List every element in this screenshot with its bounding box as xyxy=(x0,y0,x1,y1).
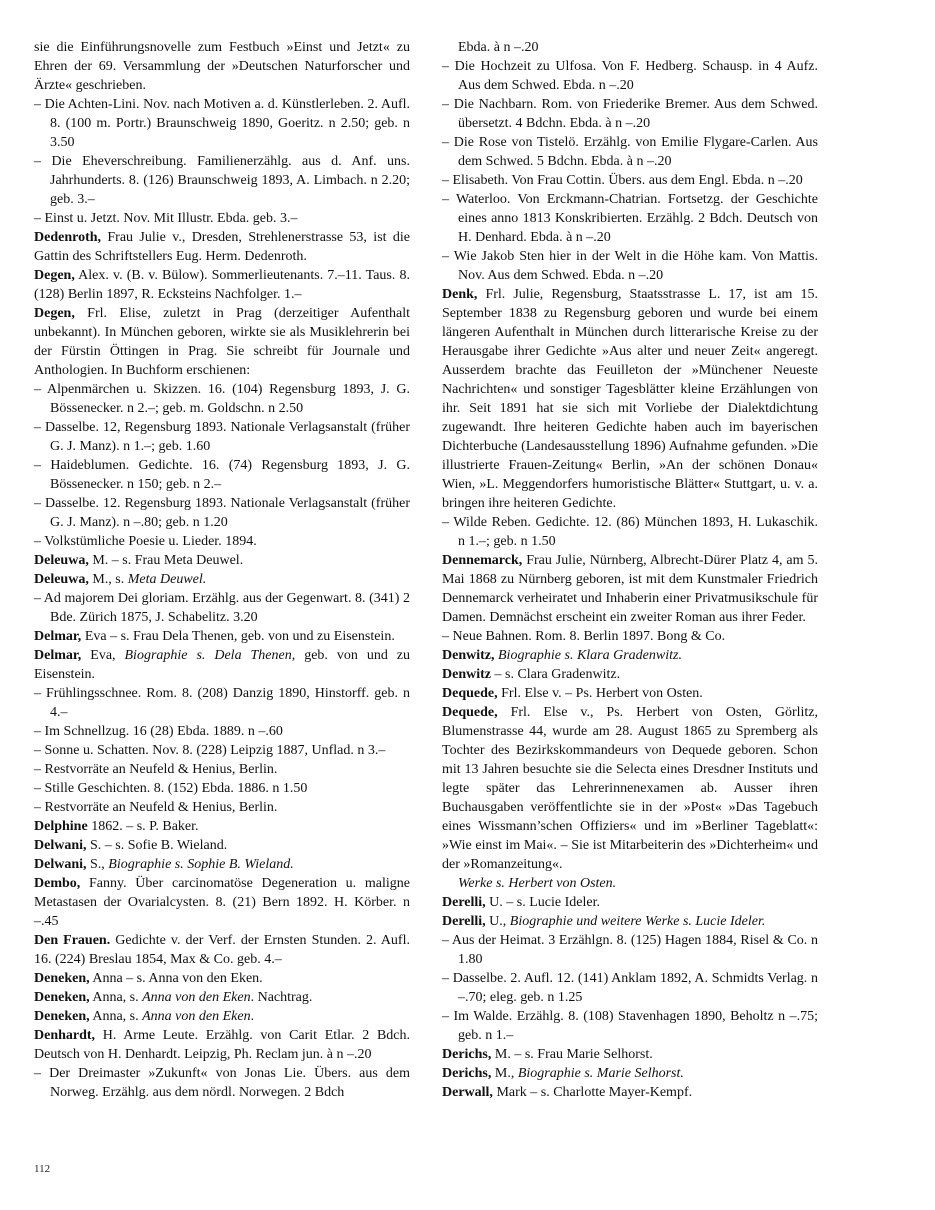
entry-heading xyxy=(34,266,410,304)
entry-text: – Die Achten-Lini. Nov. nach Motiven a. d. Künstlerleben. 2. Aufl. 8. (100 m. Portr.) Braunschweig 1890, Goeritz. n 2.50; geb. n 3.50 xyxy=(34,97,410,150)
entry-text: – Dasselbe. 2. Aufl. 12. (141) Anklam 1892, A. Schmidts Verlag. n –.70; eleg. geb. n 1.25 xyxy=(442,971,818,1005)
entry-name: Degen, xyxy=(34,306,75,321)
sub-entry xyxy=(34,1064,410,1102)
sub-entry xyxy=(34,95,410,152)
entry-text: Fanny. Über carcinomatöse Degeneration u. maligne Metastasen der Ovarialcysten. 8. (21) Bern 1892. H. Körber. n –.45 xyxy=(34,876,410,929)
entry-text: – Die Hochzeit zu Ulfosa. Von F. Hedberg. Schausp. in 4 Aufz. Aus dem Schwed. Ebda. n –.20 xyxy=(442,59,818,93)
entry-text: Ebda. à n –.20 xyxy=(458,40,539,55)
entry-reference: Anna von den Eken xyxy=(142,990,251,1005)
entry-heading xyxy=(34,627,410,646)
entry-name: Delwani, xyxy=(34,857,87,872)
sub-entry xyxy=(34,532,410,551)
entry-name: Dennemarck, xyxy=(442,553,523,568)
entry-name: Delphine xyxy=(34,819,88,834)
entry-text: – Restvorräte an Neufeld & Henius, Berlin. xyxy=(34,800,278,815)
entry-text: – Der Dreimaster »Zukunft« von Jonas Lie. Übers. aus dem Norweg. Erzählg. aus dem nördl. Norwegen. 2 Bdch xyxy=(34,1066,410,1100)
entry-heading xyxy=(34,874,410,931)
entry-name: Dedenroth, xyxy=(34,230,102,245)
entry-heading xyxy=(442,646,818,665)
entry-text: U., xyxy=(485,914,510,929)
entry-text: Frl. Else v., Ps. Herbert von Osten, Görlitz, Blumenstrasse 44, wurde am 28. August 1865 zu Spremberg als Tochter des Bezirkskommandeurs von Dequede geboren. Schon mit 13 Jahren besuchte sie die Selecta eines Dresdner Instituts und legte später das Lehrerinnenexamen ab. Ausser ihren Buchausgaben veröffentlichte sie in der »Post« »Das Tagebuch eines Wissmann’schen Offiziers« und im »Berliner Tageblatt«: »Wie einst im Mai«. – Sie ist Mitarbeiterin des »Dichterheim« und der »Romanzeitung«. xyxy=(442,705,818,872)
entry-name: Derichs, xyxy=(442,1066,492,1081)
sub-entry xyxy=(442,171,818,190)
entry-name: Derichs, xyxy=(442,1047,492,1062)
entry-text: – Im Schnellzug. 16 (28) Ebda. 1889. n –.60 xyxy=(34,724,283,739)
sub-entry xyxy=(34,494,410,532)
entry-text: – Einst u. Jetzt. Nov. Mit Illustr. Ebda. geb. 3.– xyxy=(34,211,298,226)
continuation-text xyxy=(442,874,818,893)
entry-name: Derelli, xyxy=(442,895,486,910)
sub-entry xyxy=(34,589,410,627)
entry-reference: Biographie s. Dela Thenen xyxy=(124,648,292,663)
entry-reference: Anna von den Eken xyxy=(142,1009,251,1024)
sub-entry xyxy=(442,969,818,1007)
entry-name: Delwani, xyxy=(34,838,87,853)
entry-name: Deleuwa, xyxy=(34,553,89,568)
entry-heading xyxy=(34,1007,410,1026)
entry-text: , geb. von und zu Eisenstein. xyxy=(34,648,411,682)
entry-reference: Meta Deuwel. xyxy=(127,572,207,587)
entry-text: – Sonne u. Schatten. Nov. 8. (228) Leipzig 1887, Unflad. n 3.– xyxy=(34,743,386,758)
entry-text: Frl. Elise, zuletzt in Prag (derzeitiger Aufenthalt unbekannt). In München geboren, wirkte sie als Musiklehrerin bei der Fürstin Öttingen in Prag. Sie schreibt für Journale und Anthologien. In Buchform erschienen: xyxy=(34,306,410,378)
entry-text: S., xyxy=(86,857,109,872)
entry-heading xyxy=(442,893,818,912)
entry-text: 1862. – s. P. Baker. xyxy=(87,819,199,834)
entry-text: – Restvorräte an Neufeld & Henius, Berlin. xyxy=(34,762,278,777)
entry-heading xyxy=(34,551,410,570)
sub-entry xyxy=(442,133,818,171)
entry-name: Dembo, xyxy=(34,876,81,891)
entry-name: Derwall, xyxy=(442,1085,493,1100)
continuation-text xyxy=(34,38,410,95)
entry-text: . xyxy=(250,1009,255,1024)
entry-name: Denwitz, xyxy=(442,648,495,663)
entry-text: – Die Rose von Tistelö. Erzählg. von Emilie Flygare-Carlen. Aus dem Schwed. 5 Bdchn. Ebda. à n –.20 xyxy=(442,135,818,169)
sub-entry xyxy=(34,209,410,228)
entry-text: – Waterloo. Von Erckmann-Chatrian. Fortsetzg. der Geschichte eines anno 1813 Konskribierten. Erzählg. 2 Bdch. Deutsch von H. Denhard. Ebda. à n –.20 xyxy=(442,192,818,245)
entry-heading xyxy=(34,855,410,874)
entry-heading xyxy=(34,836,410,855)
entry-heading xyxy=(34,646,410,684)
sub-entry xyxy=(442,190,818,247)
entry-text: – Im Walde. Erzählg. 8. (108) Stavenhagen 1890, Beholtz n –.75; geb. n 1.– xyxy=(442,1009,818,1043)
entry-text: Alex. v. (B. v. Bülow). Sommerlieutenants. 7.–11. Taus. 8. (128) Berlin 1897, R. Ecksteins Nachfolger. 1.– xyxy=(34,268,410,302)
entry-text: – Dasselbe. 12. Regensburg 1893. Nationale Verlagsanstalt (früher G. J. Manz). n –.80; geb. n 1.20 xyxy=(34,496,410,530)
sub-entry xyxy=(34,418,410,456)
entry-text: Eva, xyxy=(81,648,125,663)
entry-reference: Biographie s. Sophie B. Wieland. xyxy=(108,857,294,872)
entry-text: – Frühlingsschnee. Rom. 8. (208) Danzig 1890, Hinstorff. geb. n 4.– xyxy=(34,686,410,720)
entry-heading xyxy=(442,1064,818,1083)
sub-entry xyxy=(442,1007,818,1045)
entry-heading xyxy=(442,1083,818,1102)
entry-text: Anna, s. xyxy=(89,1009,143,1024)
sub-entry xyxy=(34,741,410,760)
entry-heading xyxy=(34,931,410,969)
entry-text: – Stille Geschichten. 8. (152) Ebda. 1886. n 1.50 xyxy=(34,781,308,796)
entry-heading xyxy=(34,570,410,589)
continuation-text xyxy=(442,38,818,57)
entry-reference: Biographie s. Klara Gradenwitz. xyxy=(498,648,682,663)
entry-name: Den Frauen. xyxy=(34,933,111,948)
entry-heading xyxy=(34,1026,410,1064)
entry-name: Degen, xyxy=(34,268,75,283)
entry-text: – Aus der Heimat. 3 Erzählgn. 8. (125) Hagen 1884, Risel & Co. n 1.80 xyxy=(442,933,818,967)
entry-heading xyxy=(442,912,818,931)
sub-entry xyxy=(34,152,410,209)
page-number: 112 xyxy=(34,1163,51,1175)
entry-heading xyxy=(34,988,410,1007)
entry-heading xyxy=(442,551,818,627)
sub-entry xyxy=(34,722,410,741)
entry-text: Mark – s. Charlotte Mayer-Kempf. xyxy=(492,1085,693,1100)
sub-entry xyxy=(442,513,818,551)
entry-name: Deneken, xyxy=(34,990,90,1005)
entry-text: Anna, s. xyxy=(89,990,143,1005)
sub-entry xyxy=(442,931,818,969)
left-column xyxy=(34,38,410,1102)
entry-text: – Wilde Reben. Gedichte. 12. (86) München 1893, H. Lukaschik. n 1.–; geb. n 1.50 xyxy=(442,515,818,549)
continuation-text xyxy=(442,627,818,646)
entry-heading xyxy=(34,228,410,266)
entry-text: – Die Nachbarn. Rom. von Friederike Bremer. Aus dem Schwed. übersetzt. 4 Bdchn. Ebda. à n –.20 xyxy=(442,97,818,131)
entry-text: Eva – s. Frau Dela Thenen, geb. von und zu Eisenstein. xyxy=(81,629,395,644)
entry-name: Delmar, xyxy=(34,629,82,644)
entry-name: Dequede, xyxy=(442,686,498,701)
entry-text: – Volkstümliche Poesie u. Lieder. 1894. xyxy=(34,534,257,549)
entry-reference: Biographie s. Marie Selhorst. xyxy=(517,1066,684,1081)
entry-name: Denhardt, xyxy=(34,1028,96,1043)
entry-text: – Alpenmärchen u. Skizzen. 16. (104) Regensburg 1893, J. G. Bössenecker. n 2.–; geb. m. Goldschn. n 2.50 xyxy=(34,382,410,416)
entry-text: . Nachtrag. xyxy=(250,990,313,1005)
entry-heading xyxy=(442,703,818,874)
sub-entry xyxy=(442,57,818,95)
entry-text: M. – s. Frau Meta Deuwel. xyxy=(88,553,244,568)
entry-name: Delmar, xyxy=(34,648,82,663)
entry-text: M. – s. Frau Marie Selhorst. xyxy=(491,1047,653,1062)
entry-heading xyxy=(442,285,818,513)
entry-name: Denwitz xyxy=(442,667,491,682)
entry-heading xyxy=(34,969,410,988)
entry-text: – Elisabeth. Von Frau Cottin. Übers. aus dem Engl. Ebda. n –.20 xyxy=(442,173,803,188)
entry-text: sie die Einführungsnovelle zum Festbuch »Einst und Jetzt« zu Ehren der 69. Versammlung der »Deutschen Naturforscher und Ärzte« geschrieben. xyxy=(34,40,410,93)
entry-text: Werke s. Herbert von Osten. xyxy=(458,876,617,891)
sub-entry xyxy=(34,380,410,418)
sub-entry xyxy=(442,95,818,133)
entry-text: – s. Clara Gradenwitz. xyxy=(491,667,621,682)
entry-text: – Haideblumen. Gedichte. 16. (74) Regensburg 1893, J. G. Bössenecker. n 150; geb. n 2.– xyxy=(34,458,410,492)
entry-text: M., xyxy=(491,1066,518,1081)
sub-entry xyxy=(34,456,410,494)
entry-text: – Neue Bahnen. Rom. 8. Berlin 1897. Bong & Co. xyxy=(442,629,726,644)
right-column xyxy=(442,38,818,1102)
entry-text: Frau Julie, Nürnberg, Albrecht-Dürer Platz 4, am 5. Mai 1868 zu Nürnberg geboren, ist mit dem Kunstmaler Friedrich Dennemarck verheiratet und Inhaberin einer Privatmusikschule für Damen. Demnächst erscheint ein zweiter Roman aus ihrer Feder. xyxy=(442,553,818,625)
sub-entry xyxy=(34,798,410,817)
entry-heading xyxy=(442,665,818,684)
entry-text: – Die Eheverschreibung. Familienerzählg. aus d. Anf. uns. Jahrhunderts. 8. (126) Braunschweig 1893, A. Limbach. n 2.20; geb. 3.– xyxy=(34,154,410,207)
entry-text: Gedichte v. der Verf. der Ernsten Stunden. 2. Aufl. 16. (224) Breslau 1854, Max & Co. geb. 4.– xyxy=(34,933,410,967)
entry-name: Deneken, xyxy=(34,971,90,986)
entry-text: U. – s. Lucie Ideler. xyxy=(485,895,600,910)
entry-name: Dequede, xyxy=(442,705,498,720)
entry-heading xyxy=(442,684,818,703)
entry-name: Deleuwa, xyxy=(34,572,89,587)
entry-name: Denk, xyxy=(442,287,478,302)
entry-text: – Dasselbe. 12, Regensburg 1893. Nationale Verlagsanstalt (früher G. J. Manz). n 1.–; geb. 1.60 xyxy=(34,420,410,454)
sub-entry xyxy=(34,684,410,722)
entry-heading xyxy=(34,304,410,380)
entry-name: Derelli, xyxy=(442,914,486,929)
entry-heading xyxy=(442,1045,818,1064)
entry-text: Anna – s. Anna von den Eken. xyxy=(89,971,263,986)
entry-name: Deneken, xyxy=(34,1009,90,1024)
entry-text: S. – s. Sofie B. Wieland. xyxy=(86,838,228,853)
entry-reference: Biographie und weitere Werke s. Lucie Ideler. xyxy=(509,914,766,929)
sub-entry xyxy=(34,779,410,798)
entry-text: – Ad majorem Dei gloriam. Erzählg. aus der Gegenwart. 8. (341) 2 Bde. Zürich 1875, J. Schabelitz. 3.20 xyxy=(34,591,410,625)
sub-entry xyxy=(34,760,410,779)
entry-text: Frau Julie v., Dresden, Strehlenerstrasse 53, ist die Gattin des Schriftstellers Eug. Herm. Dedenroth. xyxy=(34,230,410,264)
entry-text: Frl. Else v. – Ps. Herbert von Osten. xyxy=(497,686,703,701)
entry-text: Frl. Julie, Regensburg, Staatsstrasse L. 17, ist am 15. September 1838 zu Regensburg geboren und wurde bei einem längeren Aufenthalt in München durch litterarische Kreise zu der Herausgabe ihrer Gedichte »Aus alter und neuer Zeit« angeregt. Ausserdem brachte das Feuilleton der »Münchener Neueste Nachrichten« und sonstiger Tagesblätter kleine Erzählungen von ihr. Seit 1891 hat sie sich mit Vorliebe der Dialektdichtung zugewandt. Ihre heiteren Gedichte haben auch im bayerischen Dichterbuche (Landesausstellung 1896) Aufnahme gefunden. »Die illustrierte Frauen-Zeitung« Berlin, »An der schönen Donau« Wien, »L. Meggendorfers humoristische Blätter« Stuttgart, u. v. a. bringen ihre heiteren Gedichte. xyxy=(442,287,818,511)
entry-text: H. Arme Leute. Erzählg. von Carit Etlar. 2 Bdch. Deutsch von H. Denhardt. Leipzig, Ph. Reclam jun. à n –.20 xyxy=(34,1028,410,1062)
entry-heading xyxy=(34,817,410,836)
entry-text: M., s. xyxy=(88,572,128,587)
sub-entry xyxy=(442,247,818,285)
entry-text: – Wie Jakob Sten hier in der Welt in die Höhe kam. Von Mattis. Nov. Aus dem Schwed. Ebda. n –.20 xyxy=(442,249,818,283)
